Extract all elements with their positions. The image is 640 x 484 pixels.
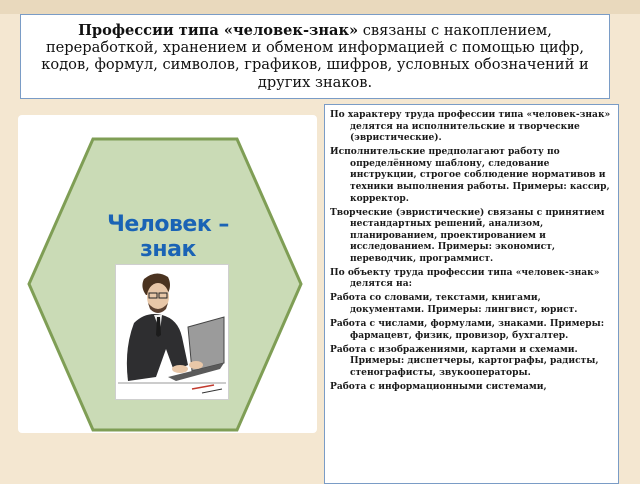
title-rest: связаны с накоплением, переработкой, хранением и обменом информацией с помощью цифр, кодов, формул, символов, графиков, шифров, условных обозначений и других знаков. [41,22,589,91]
paragraph: Творческие (эвристические) связаны с принятием нестандартных решений, анализом, планированием, проектированием и исследованием. Примеры: экономист, переводчик, программист. [330,206,605,264]
hexagon-label: Человек – знак [107,212,229,262]
paragraph: По характеру труда профессии типа «человек-знак» делятся на исполнительские и творческие (эвристические). [330,109,611,144]
illustration [115,264,229,400]
title-box [20,14,610,99]
details-box [324,104,619,484]
man-at-laptop-icon [116,265,228,399]
paragraph: Исполнительские предполагают работу по определённому шаблону, следование инструкции, строгое соблюдение нормативов и техники выполнения работы. Примеры: кассир, корректор. [330,146,610,204]
title-bold: Профессии типа «человек-знак» [78,22,359,39]
paragraph: По объекту труда профессии типа «человек-знак» делятся на: [330,266,600,290]
paragraph: Работа с информационными системами, [330,380,547,392]
paragraph: Работа с числами, формулами, знаками. Примеры: фармацевт, физик, провизор, бухгалтер. [330,318,605,341]
paragraph: Работа с изображениями, картами и схемами. Примеры: диспетчеры, картографы, радисты, стенографисты, звукооператоры. [330,343,599,378]
top-stripe [0,0,640,14]
paragraph: Работа со словами, текстами, книгами, документами. Примеры: лингвист, юрист. [330,292,578,316]
